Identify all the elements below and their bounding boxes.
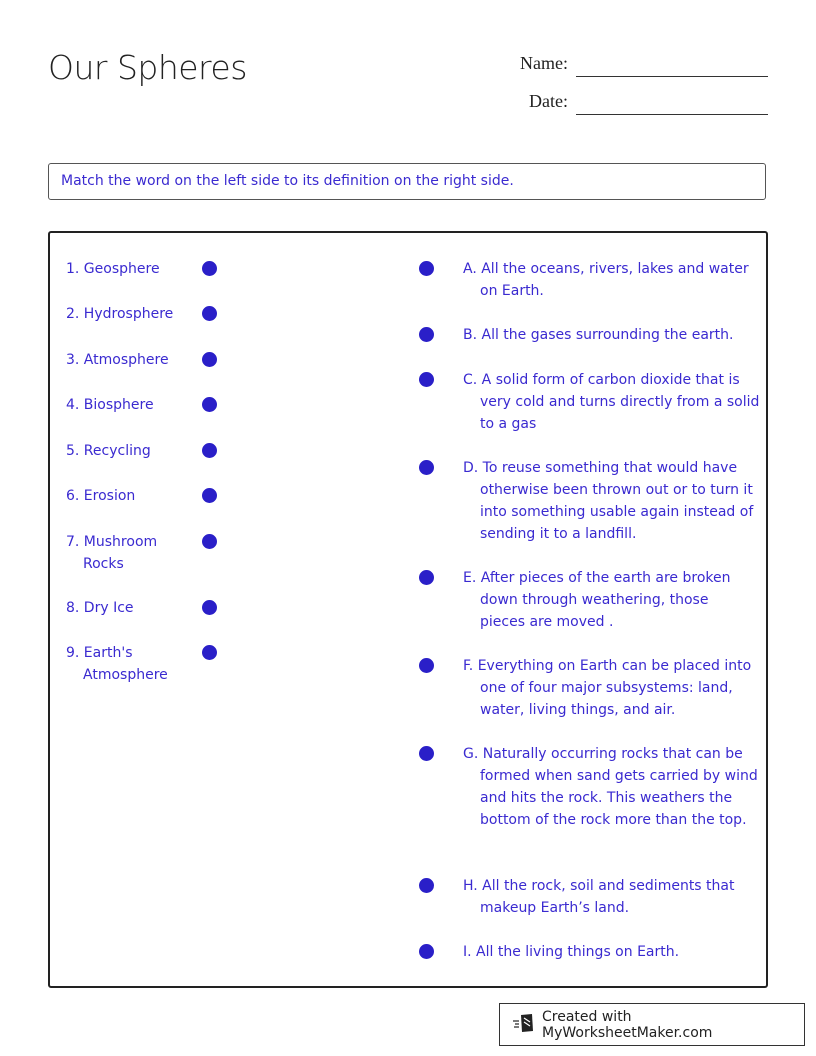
term-item: 8. Dry Ice <box>66 600 134 616</box>
footer-badge[interactable] <box>499 1003 805 1046</box>
definition-item: E. After pieces of the earth are broken down through weathering, those pieces are moved . <box>463 570 731 630</box>
definition-match-dot[interactable] <box>419 460 434 475</box>
instructions-text: Match the word on the left side to its definition on the right side. <box>61 173 514 189</box>
footer-text: Created with MyWorksheetMaker.com <box>542 1008 713 1041</box>
name-field[interactable] <box>576 76 768 77</box>
date-label: Date: <box>529 91 568 111</box>
term-match-dot[interactable] <box>202 645 217 660</box>
definition-item: I. All the living things on Earth. <box>463 944 680 960</box>
page-title: Our Spheres <box>48 48 247 87</box>
worksheet-logo-icon <box>512 1013 536 1037</box>
definition-item: G. Naturally occurring rocks that can be formed when sand gets carried by wind and hits the rock. This weathers the bottom of the rock more than the top. <box>463 746 758 828</box>
definition-item: A. All the oceans, rivers, lakes and water on Earth. <box>463 261 749 299</box>
term-item: 3. Atmosphere <box>66 352 169 368</box>
definition-match-dot[interactable] <box>419 878 434 893</box>
term-match-dot[interactable] <box>202 352 217 367</box>
definition-match-dot[interactable] <box>419 261 434 276</box>
term-match-dot[interactable] <box>202 600 217 615</box>
date-field[interactable] <box>576 114 768 115</box>
term-item: 9. Earth's Atmosphere <box>66 645 168 683</box>
name-label: Name: <box>520 53 568 73</box>
term-item: 7. Mushroom Rocks <box>66 534 158 572</box>
instructions-box <box>48 163 766 200</box>
term-item: 4. Biosphere <box>66 397 154 413</box>
term-match-dot[interactable] <box>202 261 217 276</box>
definition-match-dot[interactable] <box>419 372 434 387</box>
definition-item: F. Everything on Earth can be placed into one of four major subsystems: land, water, living things, and air. <box>463 658 752 718</box>
definition-match-dot[interactable] <box>419 746 434 761</box>
term-item: 6. Erosion <box>66 488 136 504</box>
term-match-dot[interactable] <box>202 488 217 503</box>
term-match-dot[interactable] <box>202 397 217 412</box>
definition-match-dot[interactable] <box>419 327 434 342</box>
definition-item: H. All the rock, soil and sediments that makeup Earth’s land. <box>463 878 735 916</box>
definition-item: C. A solid form of carbon dioxide that is very cold and turns directly from a solid to a gas <box>463 372 760 432</box>
term-item: 1. Geosphere <box>66 261 160 277</box>
definition-item: D. To reuse something that would have otherwise been thrown out or to turn it into something usable again instead of sending it to a landfill. <box>463 460 754 542</box>
definition-match-dot[interactable] <box>419 944 434 959</box>
term-match-dot[interactable] <box>202 534 217 549</box>
definition-match-dot[interactable] <box>419 570 434 585</box>
term-item: 5. Recycling <box>66 443 151 459</box>
term-match-dot[interactable] <box>202 306 217 321</box>
term-item: 2. Hydrosphere <box>66 306 174 322</box>
definition-match-dot[interactable] <box>419 658 434 673</box>
definition-item: B. All the gases surrounding the earth. <box>463 327 734 343</box>
term-match-dot[interactable] <box>202 443 217 458</box>
